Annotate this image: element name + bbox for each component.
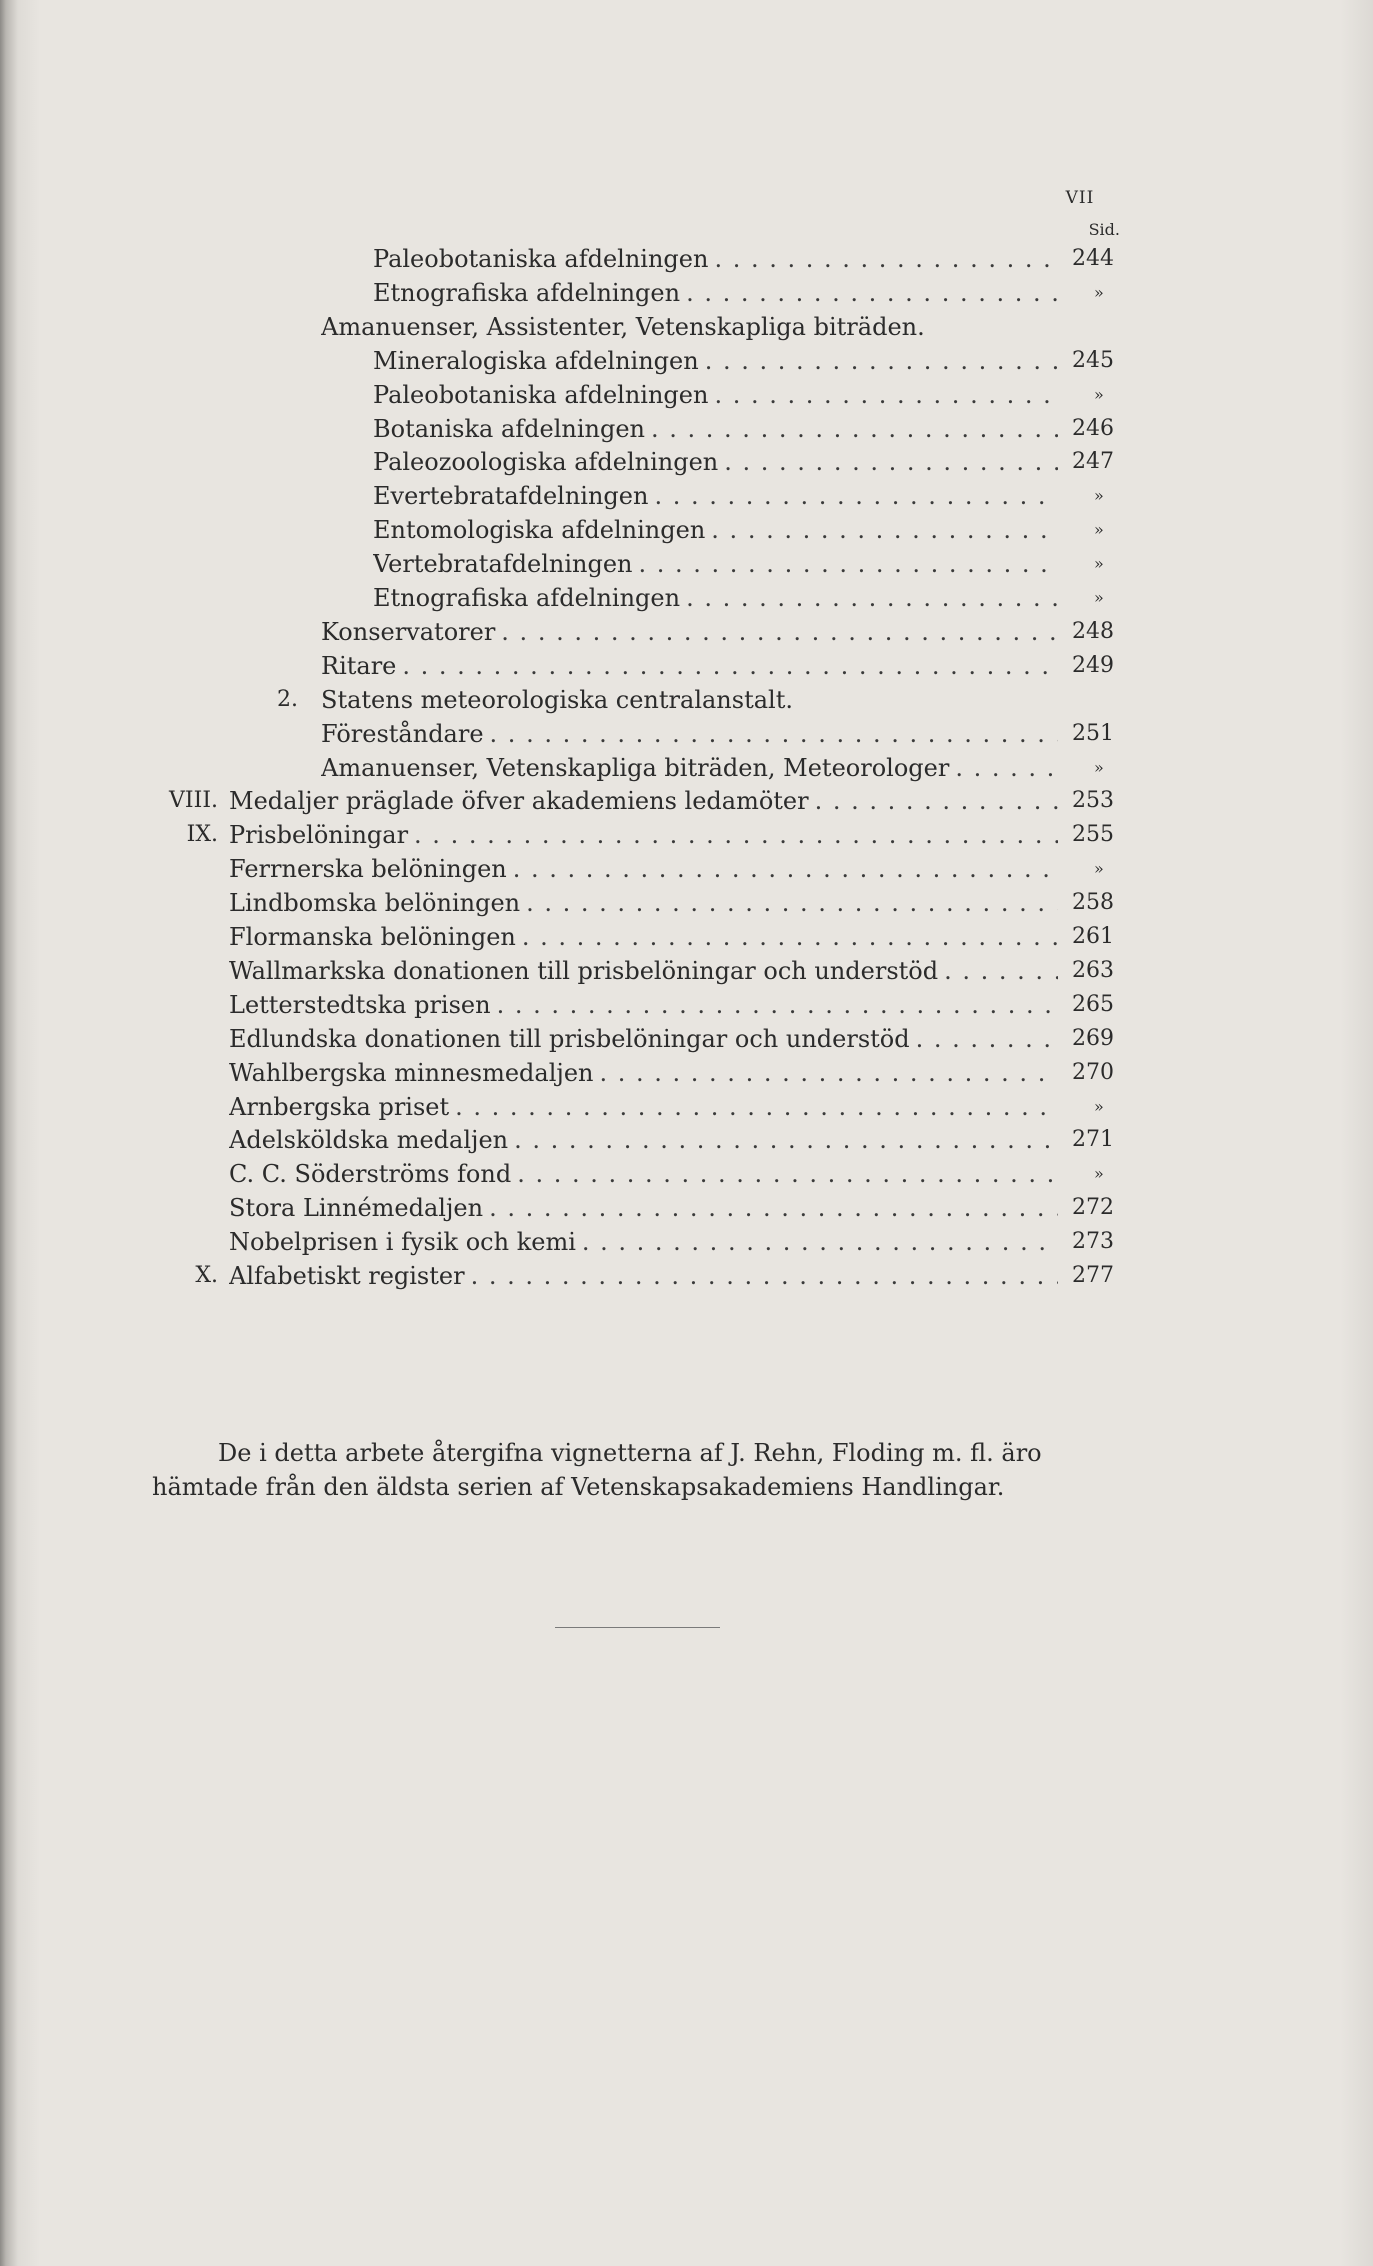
toc-page-number: 271 — [1072, 1127, 1114, 1153]
toc-entry-label: Wallmarkska donationen till prisbelöningar och understöd — [229, 956, 939, 985]
toc-entry — [373, 513, 1058, 547]
toc-entry-label: Flormanska belöningen — [229, 923, 516, 951]
toc-page-number: 263 — [1072, 957, 1114, 983]
toc-row — [0, 649, 1373, 683]
toc-row — [0, 242, 1373, 276]
toc-row — [0, 445, 1373, 479]
toc-entry — [229, 852, 1058, 886]
toc-section-number: X. — [195, 1263, 218, 1288]
toc-row — [0, 751, 1373, 785]
toc-leader-dots — [714, 378, 1058, 412]
toc-page-number: 248 — [1072, 618, 1114, 644]
toc-entry-label: Botaniska afdelningen — [373, 414, 646, 443]
toc-leader-dots — [471, 1259, 1058, 1293]
toc-section-number: 2. — [277, 686, 298, 712]
toc-row — [0, 615, 1373, 649]
toc-leader-dots — [944, 954, 1058, 988]
toc-entry-label: Alfabetiskt register — [229, 1262, 465, 1290]
toc-page-number: 245 — [1072, 347, 1114, 373]
toc-entry-label: Arnbergska priset — [229, 1092, 450, 1121]
toc-entry — [373, 242, 1058, 276]
toc-row — [0, 479, 1373, 513]
toc-entry-label: Edlundska donationen till prisbelöningar och understöd — [229, 1024, 910, 1053]
toc-page-number: » — [1094, 520, 1104, 540]
toc-entry-label: Föreståndare — [321, 719, 484, 748]
toc-page-number: 247 — [1072, 449, 1114, 475]
toc-entry — [229, 1056, 1058, 1090]
toc-entry — [321, 310, 1100, 344]
toc-page-number: » — [1094, 1164, 1104, 1184]
toc-entry — [229, 954, 1058, 988]
closing-rule — [555, 1627, 720, 1628]
toc-entry-label: Paleobotaniska afdelningen — [373, 245, 709, 273]
toc-leader-dots — [654, 479, 1058, 513]
toc-row — [0, 886, 1373, 920]
toc-page-number: 265 — [1072, 991, 1114, 1017]
toc-row — [0, 683, 1373, 717]
toc-entry — [321, 751, 1058, 785]
toc-entry-label: Statens meteorologiska centralanstalt. — [321, 685, 793, 714]
toc-entry-label: Prisbelöningar — [229, 821, 409, 850]
toc-row — [0, 1225, 1373, 1259]
toc-leader-dots — [711, 513, 1058, 547]
toc-entry-label: Amanuenser, Assistenter, Vetenskapliga biträden. — [321, 312, 925, 341]
toc-row — [0, 784, 1373, 818]
toc-row — [0, 852, 1373, 886]
toc-section-number: IX. — [186, 822, 218, 848]
toc-page-number: » — [1094, 486, 1104, 506]
toc-leader-dots — [501, 615, 1058, 649]
toc-leader-dots — [582, 1225, 1058, 1259]
toc-row — [0, 344, 1373, 378]
toc-row — [0, 513, 1373, 547]
toc-row — [0, 1157, 1373, 1191]
toc-page-number: 249 — [1072, 652, 1114, 678]
toc-entry-label: Ferrnerska belöningen — [229, 855, 507, 884]
toc-entry-label: Stora Linnémedaljen — [229, 1194, 484, 1223]
toc-row — [0, 378, 1373, 412]
toc-row — [0, 1056, 1373, 1090]
toc-leader-dots — [815, 784, 1058, 818]
toc-entry — [229, 1259, 1058, 1293]
toc-entry-label: Amanuenser, Vetenskapliga biträden, Meteorologer — [321, 753, 950, 782]
toc-leader-dots — [916, 1022, 1058, 1056]
toc-leader-dots — [513, 852, 1058, 886]
toc-entry — [373, 378, 1058, 412]
toc-page-number: » — [1094, 1096, 1104, 1116]
toc-entry — [229, 818, 1058, 852]
toc-entry-label: Paleozoologiska afdelningen — [373, 448, 719, 477]
note-line-1: De i detta arbete återgifna vignetterna af J. Rehn, Floding m. fl. äro — [218, 1439, 1042, 1467]
toc-leader-dots — [455, 1090, 1058, 1124]
toc-entry — [373, 276, 1058, 310]
toc-row — [0, 1259, 1373, 1293]
toc-entry-label: Medaljer präglade öfver akademiens ledamöter — [229, 787, 809, 816]
toc-entry — [229, 920, 1058, 954]
toc-page-number: 251 — [1072, 720, 1114, 746]
toc-entry-label: Etnografiska afdelningen — [373, 278, 681, 307]
toc-row — [0, 1022, 1373, 1056]
toc-entry-label: Konservatorer — [321, 617, 496, 646]
toc-page-number: » — [1094, 282, 1104, 302]
toc-entry — [373, 581, 1058, 615]
toc-entry — [321, 683, 1100, 717]
toc-leader-dots — [714, 242, 1058, 276]
toc-leader-dots — [489, 1191, 1058, 1225]
toc-entry — [373, 412, 1058, 446]
toc-entry — [229, 1123, 1058, 1157]
toc-leader-dots — [402, 649, 1058, 683]
toc-entry-label: Wahlbergska minnesmedaljen — [229, 1058, 594, 1087]
toc-row — [0, 310, 1373, 344]
toc-row — [0, 1191, 1373, 1225]
toc-entry — [229, 784, 1058, 818]
toc-row — [0, 954, 1373, 988]
toc-entry — [229, 1191, 1058, 1225]
toc-entry — [373, 479, 1058, 513]
toc-leader-dots — [490, 717, 1058, 751]
toc-entry — [321, 615, 1058, 649]
toc-entry — [373, 344, 1058, 378]
toc-entry-label: Adelsköldska medaljen — [229, 1126, 509, 1155]
toc-entry — [229, 1157, 1058, 1191]
toc-entry — [229, 886, 1058, 920]
toc-leader-dots — [517, 1157, 1058, 1191]
toc-leader-dots — [686, 581, 1058, 615]
toc-leader-dots — [705, 344, 1058, 378]
toc-row — [0, 412, 1373, 446]
toc-leader-dots — [526, 886, 1058, 920]
toc-entry — [229, 988, 1058, 1022]
toc-entry-label: Mineralogiska afdelningen — [373, 346, 699, 375]
toc-page-number: 277 — [1072, 1263, 1114, 1288]
toc-entry — [229, 1090, 1058, 1124]
toc-entry-label: Vertebratafdelningen — [373, 550, 633, 579]
toc-row — [0, 818, 1373, 852]
toc-entry-label: Nobelprisen i fysik och kemi — [229, 1228, 576, 1257]
toc-entry — [229, 1022, 1058, 1056]
toc-leader-dots — [514, 1123, 1058, 1157]
toc-entry-label: Paleobotaniska afdelningen — [373, 380, 709, 409]
toc-leader-dots — [651, 412, 1058, 446]
toc-page-number: 269 — [1072, 1025, 1114, 1051]
toc-row — [0, 547, 1373, 581]
toc-entry-label: Entomologiska afdelningen — [373, 516, 706, 545]
toc-row — [0, 717, 1373, 751]
toc-entry — [373, 547, 1058, 581]
toc-page-number: 253 — [1072, 788, 1114, 814]
toc-leader-dots — [497, 988, 1058, 1022]
toc-leader-dots — [724, 445, 1058, 479]
toc-leader-dots — [414, 818, 1058, 852]
toc-row — [0, 276, 1373, 310]
toc-page-number: » — [1094, 554, 1104, 574]
toc-entry — [321, 649, 1058, 683]
toc-entry — [373, 445, 1058, 479]
toc-row — [0, 1090, 1373, 1124]
toc-entry-label: Lindbomska belöningen — [229, 889, 521, 918]
toc-leader-dots — [522, 920, 1058, 954]
toc-page-number: » — [1094, 757, 1104, 777]
toc-entry — [321, 717, 1058, 751]
toc-entry-label: Ritare — [321, 651, 397, 680]
note-line-2: hämtade från den äldsta serien af Vetenskapsakademiens Handlingar. — [152, 1473, 1005, 1501]
toc-entry — [229, 1225, 1058, 1259]
toc-page-number: » — [1094, 588, 1104, 607]
toc-page-number: 258 — [1072, 890, 1114, 916]
toc-entry-label: Etnografiska afdelningen — [373, 584, 681, 612]
toc-entry-label: Evertebratafdelningen — [373, 482, 649, 511]
toc-leader-dots — [639, 547, 1059, 581]
toc-leader-dots — [955, 751, 1058, 785]
toc-page-number: 272 — [1072, 1195, 1114, 1221]
page-number: VII — [1065, 188, 1095, 208]
toc-page-number: 261 — [1072, 924, 1114, 949]
toc-leader-dots — [686, 276, 1058, 310]
toc-page-number: 273 — [1072, 1229, 1114, 1255]
toc-row — [0, 1123, 1373, 1157]
toc-page-number: 270 — [1072, 1059, 1114, 1085]
toc-page-number: » — [1094, 859, 1104, 879]
toc-page-number: 255 — [1072, 822, 1114, 848]
toc-section-number: VIII. — [169, 788, 218, 814]
toc-entry-label: C. C. Söderströms fond — [229, 1160, 512, 1189]
toc-row — [0, 581, 1373, 615]
toc-row — [0, 988, 1373, 1022]
toc-page-number: 246 — [1072, 415, 1114, 441]
toc-page-number: » — [1094, 384, 1104, 404]
toc-page-number: 244 — [1072, 246, 1114, 271]
toc-entry-label: Letterstedtska prisen — [229, 990, 491, 1019]
page-column-label: Sid. — [1088, 220, 1120, 239]
toc-leader-dots — [600, 1056, 1059, 1090]
toc-row — [0, 920, 1373, 954]
